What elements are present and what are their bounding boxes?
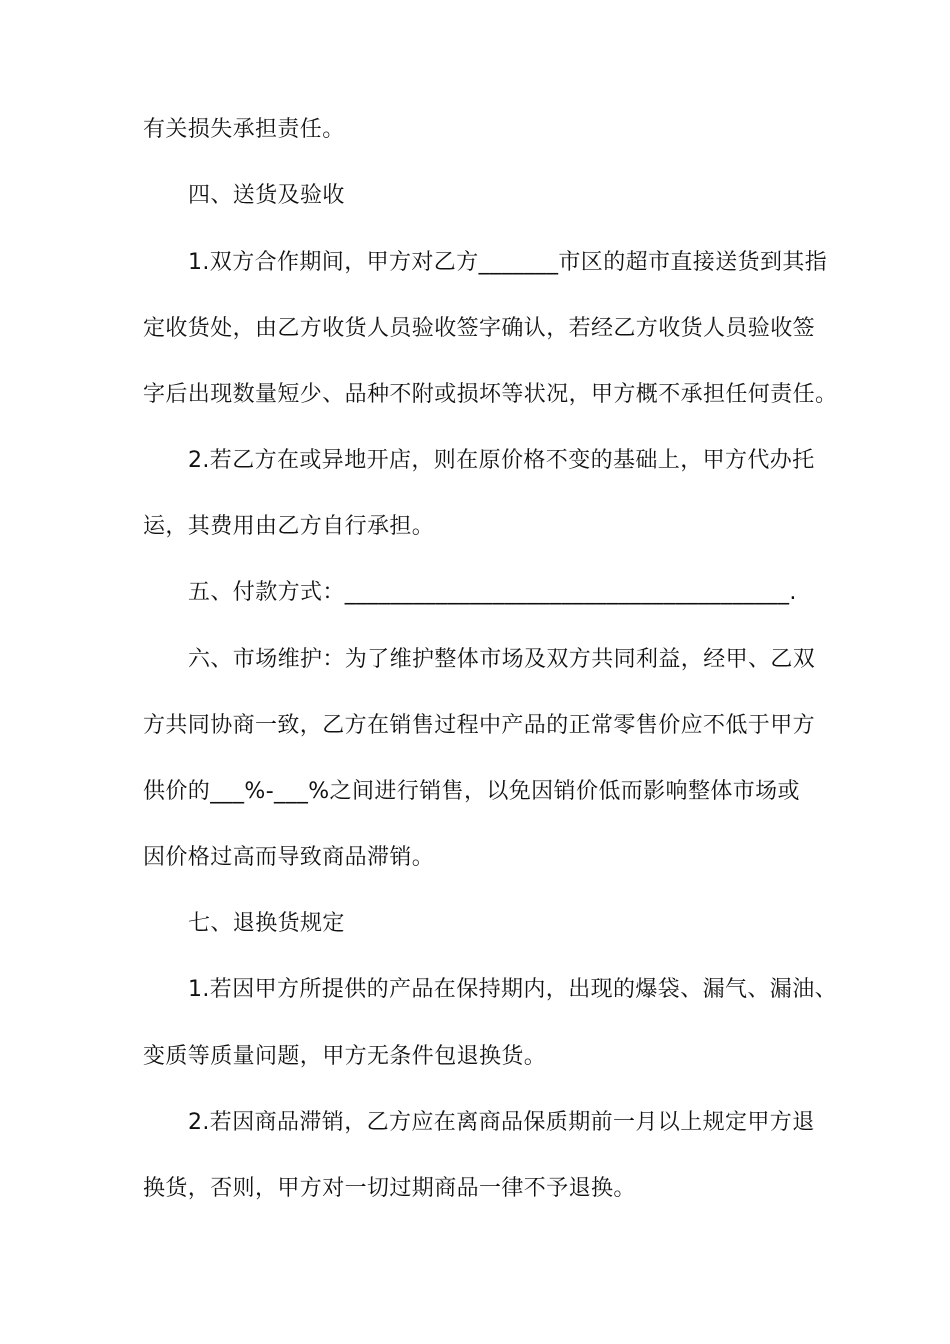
paragraph-line: 1.若因甲方所提供的产品在保持期内，出现的爆袋、漏气、漏油、 xyxy=(188,977,837,1002)
paragraph-line: 因价格过高而导致商品滞销。 xyxy=(143,845,435,870)
paragraph-line: 定收货处，由乙方收货人员验收签字确认，若经乙方收货人员验收签 xyxy=(143,316,816,341)
paragraph-line: 1.双方合作期间，甲方对乙方_______市区的超市直接送货到其指 xyxy=(188,250,828,275)
section-heading: 四、送货及验收 xyxy=(188,183,345,208)
section-heading: 七、退换货规定 xyxy=(188,911,345,936)
paragraph-line: 有关损失承担责任。 xyxy=(143,117,345,142)
paragraph-line: 运，其费用由乙方自行承担。 xyxy=(143,514,435,539)
paragraph-line: 供价的___%-___%之间进行销售，以免因销价低而影响整体市场或 xyxy=(143,779,800,804)
paragraph-line: 方共同协商一致，乙方在销售过程中产品的正常零售价应不低于甲方 xyxy=(143,713,816,738)
paragraph-line: 六、市场维护：为了维护整体市场及双方共同利益，经甲、乙双 xyxy=(188,647,816,672)
paragraph-line: 2.若因商品滞销，乙方应在离商品保质期前一月以上规定甲方退 xyxy=(188,1110,815,1135)
paragraph-line: 字后出现数量短少、品种不附或损坏等状况，甲方概不承担任何责任。 xyxy=(143,382,838,407)
paragraph-line: 2.若乙方在或异地开店，则在原价格不变的基础上，甲方代办托 xyxy=(188,448,815,473)
section-heading: 五、付款方式：_______________________________________. xyxy=(188,580,797,605)
paragraph-line: 换货，否则，甲方对一切过期商品一律不予退换。 xyxy=(143,1176,636,1201)
paragraph-line: 变质等质量问题，甲方无条件包退换货。 xyxy=(143,1044,547,1069)
